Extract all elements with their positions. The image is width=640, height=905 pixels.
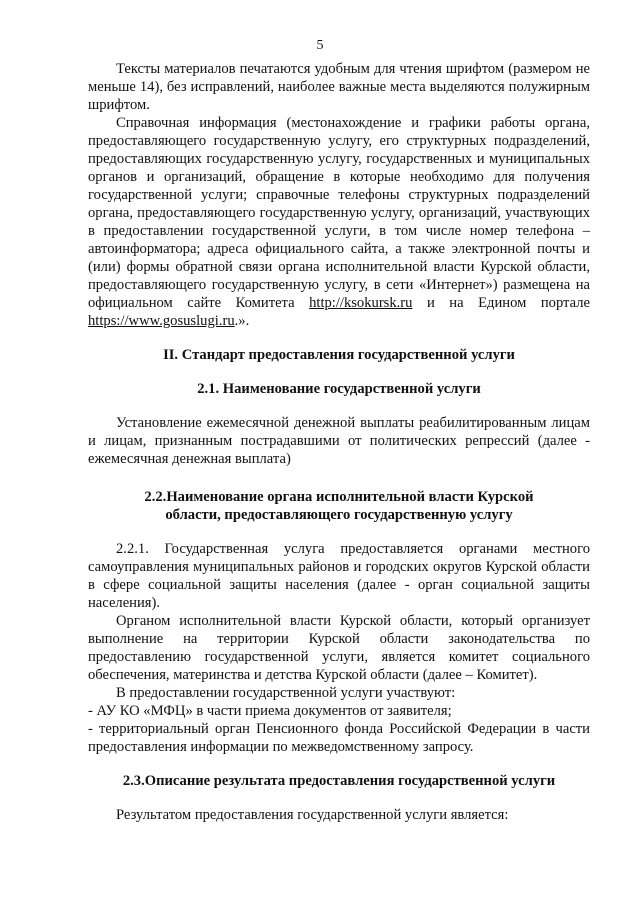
paragraph-participants: В предоставлении государственной услуги участвуют: bbox=[116, 685, 456, 701]
paragraph-reference-info bbox=[88, 114, 590, 330]
document-body bbox=[88, 60, 590, 824]
subsection-2-3-heading: 2.3.Описание результата предоставления государственной услуги bbox=[122, 773, 556, 789]
page-number: 5 bbox=[316, 38, 324, 53]
list-item-pension-fund: - территориальный орган Пенсионного фонда Российской Федерации в части предоставления информации по межведомственному запросу. bbox=[88, 721, 590, 755]
subsection-2-1-heading: 2.1. Наименование государственной услуги bbox=[197, 381, 481, 397]
committee-site-link[interactable]: http://ksokursk.ru bbox=[309, 295, 413, 311]
reference-info-text: Справочная информация (местонахождение и графики работы органа, предоставляющего государственную услугу, его структурных подразделений, предоставляющих государственную услугу, государственных и муниципальных органов и организаций, обращение в которые необходимо для получения государственной услуги; справочные телефоны структурных подразделений органа, предоставляющего государственную услугу, организаций, участвующих в предоставлении государственной услуги, в том числе номер телефона – автоинформатора; адреса официального сайта, а также электронной почты и (или) формы обратной связи органа исполнительной власти Курской области, предоставляющего государственную услугу, в сети «Интернет») размещена на официальном сайте Комитета bbox=[88, 115, 590, 311]
subsection-2-2-heading-line1: 2.2.Наименование органа исполнительной власти Курской bbox=[144, 489, 534, 505]
paragraph-fonts: Тексты материалов печатаются удобным для чтения шрифтом (размером не меньше 14), без исправлений, наиболее важные места выделяются полужирным шрифтом. bbox=[88, 61, 590, 113]
reference-info-end: .». bbox=[234, 313, 250, 329]
section-2-heading: II. Стандарт предоставления государственной услуги bbox=[163, 347, 515, 363]
gosuslugi-link[interactable]: https://www.gosuslugi.ru bbox=[88, 313, 235, 329]
subsection-2-3-text: Результатом предоставления государственной услуги является: bbox=[116, 807, 509, 823]
paragraph-2-2-1: 2.2.1. Государственная услуга предоставляется органами местного самоуправления муниципальных районов и городских округов Курской области в сфере социальной защиты населения (далее - орган социальной защиты населения). bbox=[88, 541, 590, 611]
reference-info-mid: и на Едином портале bbox=[426, 295, 590, 311]
paragraph-executive-organ: Органом исполнительной власти Курской области, который организует выполнение на территории Курской области законодательства по предоставлению государственной услуги, является комитет социального обеспечения, материнства и детства Курской области (далее – Комитет). bbox=[88, 613, 590, 683]
list-item-mfc: - АУ КО «МФЦ» в части приема документов от заявителя; bbox=[88, 703, 452, 719]
subsection-2-1-text: Установление ежемесячной денежной выплаты реабилитированным лицам и лицам, признанным пострадавшими от политических репрессий (далее - ежемесячная денежная выплата) bbox=[88, 415, 590, 467]
subsection-2-2-heading-line2: области, предоставляющего государственную услугу bbox=[165, 507, 513, 523]
